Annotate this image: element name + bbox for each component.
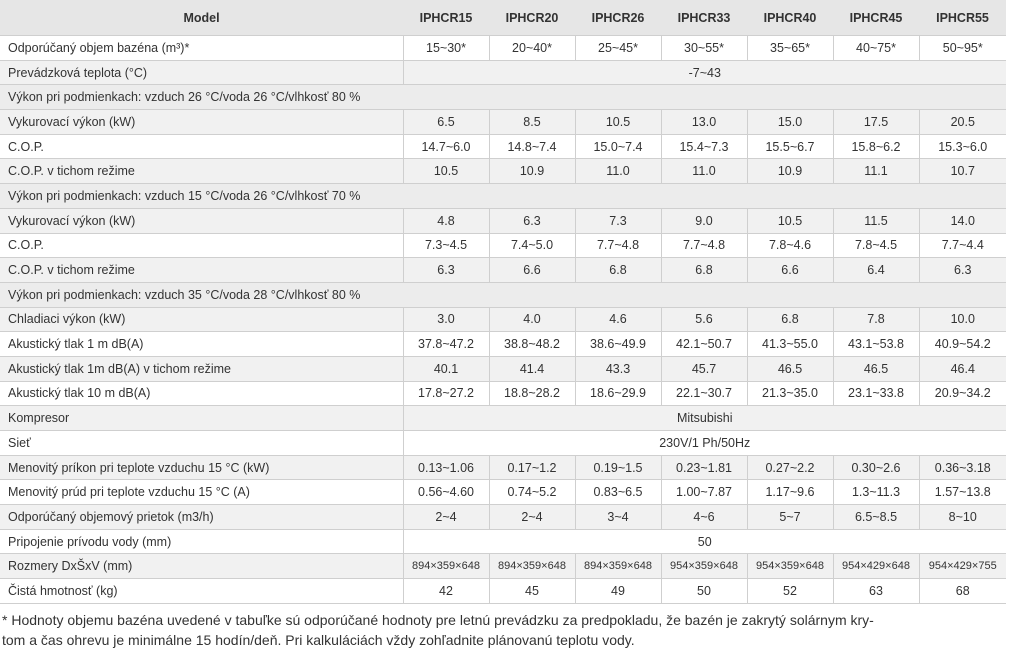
value-cell: 17.8~27.2: [403, 381, 489, 406]
value-cell: 68: [919, 579, 1006, 604]
value-cell: 4.8: [403, 208, 489, 233]
table-row: [0, 307, 1006, 332]
value-cell: 10.5: [747, 208, 833, 233]
value-cell: 0.23~1.81: [661, 455, 747, 480]
value-cell: 894×359×648: [403, 554, 489, 579]
value-cell: 2~4: [489, 505, 575, 530]
value-cell: 50: [661, 579, 747, 604]
value-cell: 35~65*: [747, 36, 833, 61]
value-cell: 18.8~28.2: [489, 381, 575, 406]
value-cell: 42: [403, 579, 489, 604]
value-cell: 22.1~30.7: [661, 381, 747, 406]
value-cell: 15~30*: [403, 36, 489, 61]
value-cell: 11.1: [833, 159, 919, 184]
table-row: [0, 529, 1006, 554]
value-cell: 894×359×648: [575, 554, 661, 579]
model-column-header: IPHCR55: [919, 0, 1006, 36]
section-label: Výkon pri podmienkach: vzduch 15 °C/voda 26 °C/vlhkosť 70 %: [0, 184, 1006, 209]
value-cell: 14.7~6.0: [403, 134, 489, 159]
value-cell: 4.0: [489, 307, 575, 332]
value-cell: 7.7~4.8: [661, 233, 747, 258]
value-cell: 7.3~4.5: [403, 233, 489, 258]
value-cell: 10.0: [919, 307, 1006, 332]
model-column-header: IPHCR40: [747, 0, 833, 36]
value-cell: 0.19~1.5: [575, 455, 661, 480]
value-cell: 7.8~4.6: [747, 233, 833, 258]
table-row: [0, 332, 1006, 357]
value-cell: 6.4: [833, 258, 919, 283]
value-cell: 6.3: [489, 208, 575, 233]
value-cell: 43.1~53.8: [833, 332, 919, 357]
value-cell: 15.3~6.0: [919, 134, 1006, 159]
value-cell: 37.8~47.2: [403, 332, 489, 357]
value-cell: 0.83~6.5: [575, 480, 661, 505]
table-row: [0, 579, 1006, 604]
value-cell: 20.9~34.2: [919, 381, 1006, 406]
value-cell: 6.3: [919, 258, 1006, 283]
value-cell: 49: [575, 579, 661, 604]
table-row: [0, 110, 1006, 135]
row-label: Akustický tlak 1 m dB(A): [0, 332, 403, 357]
value-cell: 0.36~3.18: [919, 455, 1006, 480]
value-cell: 1.17~9.6: [747, 480, 833, 505]
value-cell: 11.5: [833, 208, 919, 233]
model-column-header: IPHCR26: [575, 0, 661, 36]
value-cell: 6.6: [489, 258, 575, 283]
table-row: [0, 258, 1006, 283]
table-row: [0, 36, 1006, 61]
value-cell: 46.5: [747, 356, 833, 381]
value-cell: 0.13~1.06: [403, 455, 489, 480]
row-label: C.O.P. v tichom režime: [0, 258, 403, 283]
value-cell: 0.56~4.60: [403, 480, 489, 505]
value-cell: 13.0: [661, 110, 747, 135]
value-cell: 9.0: [661, 208, 747, 233]
row-label: Kompresor: [0, 406, 403, 431]
section-row: [0, 184, 1006, 209]
value-cell: 1.00~7.87: [661, 480, 747, 505]
value-cell: 3~4: [575, 505, 661, 530]
value-cell: 0.30~2.6: [833, 455, 919, 480]
value-cell: 2~4: [403, 505, 489, 530]
table-row: [0, 554, 1006, 579]
value-cell: 6.8: [747, 307, 833, 332]
row-label: C.O.P.: [0, 134, 403, 159]
value-cell: 63: [833, 579, 919, 604]
value-cell: 45.7: [661, 356, 747, 381]
table-row: [0, 208, 1006, 233]
row-label: Menovitý prúd pri teplote vzduchu 15 °C (A): [0, 480, 403, 505]
value-cell: 3.0: [403, 307, 489, 332]
row-label: Pripojenie prívodu vody (mm): [0, 529, 403, 554]
row-label: Vykurovací výkon (kW): [0, 110, 403, 135]
table-row: [0, 431, 1006, 456]
value-cell: 30~55*: [661, 36, 747, 61]
row-label: Akustický tlak 1m dB(A) v tichom režime: [0, 356, 403, 381]
value-cell: 7.8: [833, 307, 919, 332]
section-row: [0, 85, 1006, 110]
value-cell: 15.8~6.2: [833, 134, 919, 159]
value-cell: 5.6: [661, 307, 747, 332]
value-cell: 954×429×755: [919, 554, 1006, 579]
row-label: Chladiaci výkon (kW): [0, 307, 403, 332]
value-cell: 38.8~48.2: [489, 332, 575, 357]
model-column-header: IPHCR15: [403, 0, 489, 36]
value-cell: 14.0: [919, 208, 1006, 233]
value-cell: 7.4~5.0: [489, 233, 575, 258]
value-cell: 15.4~7.3: [661, 134, 747, 159]
value-cell: 38.6~49.9: [575, 332, 661, 357]
value-cell: 10.7: [919, 159, 1006, 184]
row-label: Sieť: [0, 431, 403, 456]
table-row: [0, 406, 1006, 431]
value-cell: 14.8~7.4: [489, 134, 575, 159]
row-label: Prevádzková teplota (°C): [0, 60, 403, 85]
value-cell: 15.5~6.7: [747, 134, 833, 159]
value-cell: 40.1: [403, 356, 489, 381]
value-cell: 17.5: [833, 110, 919, 135]
section-label: Výkon pri podmienkach: vzduch 26 °C/voda 26 °C/vlhkosť 80 %: [0, 85, 1006, 110]
value-cell: 954×359×648: [661, 554, 747, 579]
value-cell: 50~95*: [919, 36, 1006, 61]
value-cell: 954×359×648: [747, 554, 833, 579]
section-row: [0, 282, 1006, 307]
value-cell: 5~7: [747, 505, 833, 530]
value-cell: 15.0~7.4: [575, 134, 661, 159]
table-row: [0, 159, 1006, 184]
value-cell: 7.7~4.4: [919, 233, 1006, 258]
row-label: Vykurovací výkon (kW): [0, 208, 403, 233]
table-row: [0, 233, 1006, 258]
value-cell: 7.8~4.5: [833, 233, 919, 258]
table-row: [0, 505, 1006, 530]
table-row: [0, 356, 1006, 381]
value-cell: 0.27~2.2: [747, 455, 833, 480]
value-cell: 43.3: [575, 356, 661, 381]
merged-value-cell: Mitsubishi: [403, 406, 1006, 431]
table-body: [0, 36, 1006, 604]
value-cell: 6.3: [403, 258, 489, 283]
table-row: [0, 134, 1006, 159]
value-cell: 10.5: [403, 159, 489, 184]
value-cell: 1.57~13.8: [919, 480, 1006, 505]
merged-value-cell: 230V/1 Ph/50Hz: [403, 431, 1006, 456]
value-cell: 7.7~4.8: [575, 233, 661, 258]
value-cell: 15.0: [747, 110, 833, 135]
value-cell: 40.9~54.2: [919, 332, 1006, 357]
row-label: Menovitý príkon pri teplote vzduchu 15 °C (kW): [0, 455, 403, 480]
value-cell: 10.9: [747, 159, 833, 184]
row-label: Odporúčaný objem bazéna (m³)*: [0, 36, 403, 61]
value-cell: 41.3~55.0: [747, 332, 833, 357]
value-cell: 0.17~1.2: [489, 455, 575, 480]
value-cell: 20.5: [919, 110, 1006, 135]
value-cell: 52: [747, 579, 833, 604]
value-cell: 41.4: [489, 356, 575, 381]
merged-value-cell: 50: [403, 529, 1006, 554]
value-cell: 8.5: [489, 110, 575, 135]
value-cell: 10.9: [489, 159, 575, 184]
value-cell: 11.0: [575, 159, 661, 184]
table-row: [0, 480, 1006, 505]
value-cell: 42.1~50.7: [661, 332, 747, 357]
value-cell: 6.8: [661, 258, 747, 283]
value-cell: 10.5: [575, 110, 661, 135]
merged-value-cell: -7~43: [403, 60, 1006, 85]
value-cell: 4~6: [661, 505, 747, 530]
value-cell: 894×359×648: [489, 554, 575, 579]
table-row: [0, 455, 1006, 480]
value-cell: 18.6~29.9: [575, 381, 661, 406]
value-cell: 11.0: [661, 159, 747, 184]
model-column-header: IPHCR33: [661, 0, 747, 36]
value-cell: 20~40*: [489, 36, 575, 61]
table-row: [0, 60, 1006, 85]
model-column-header: IPHCR20: [489, 0, 575, 36]
value-cell: 4.6: [575, 307, 661, 332]
model-column-header: IPHCR45: [833, 0, 919, 36]
row-label: C.O.P.: [0, 233, 403, 258]
value-cell: 46.5: [833, 356, 919, 381]
row-label: Čistá hmotnosť (kg): [0, 579, 403, 604]
row-label: Akustický tlak 10 m dB(A): [0, 381, 403, 406]
value-cell: 46.4: [919, 356, 1006, 381]
value-cell: 6.5: [403, 110, 489, 135]
section-label: Výkon pri podmienkach: vzduch 35 °C/voda 28 °C/vlhkosť 80 %: [0, 282, 1006, 307]
value-cell: 0.74~5.2: [489, 480, 575, 505]
value-cell: 6.8: [575, 258, 661, 283]
value-cell: 7.3: [575, 208, 661, 233]
value-cell: 40~75*: [833, 36, 919, 61]
table-header-row: [0, 0, 1006, 36]
model-header: Model: [0, 0, 403, 36]
footnote: * Hodnoty objemu bazéna uvedené v tabuľke sú odporúčané hodnoty pre letnú prevádzku za predpokladu, že bazén je zakrytý solárnym kry- tom a čas ohrevu je minimálne 15 hodín/deň. Pri kalkuláciách vždy zohľadnite plánovanú teplotu vody.: [2, 612, 874, 648]
value-cell: 25~45*: [575, 36, 661, 61]
row-label: Rozmery DxŠxV (mm): [0, 554, 403, 579]
value-cell: 23.1~33.8: [833, 381, 919, 406]
value-cell: 6.5~8.5: [833, 505, 919, 530]
value-cell: 45: [489, 579, 575, 604]
value-cell: 954×429×648: [833, 554, 919, 579]
value-cell: 8~10: [919, 505, 1006, 530]
row-label: C.O.P. v tichom režime: [0, 159, 403, 184]
row-label: Odporúčaný objemový prietok (m3/h): [0, 505, 403, 530]
value-cell: 21.3~35.0: [747, 381, 833, 406]
value-cell: 6.6: [747, 258, 833, 283]
table-row: [0, 381, 1006, 406]
value-cell: 1.3~11.3: [833, 480, 919, 505]
